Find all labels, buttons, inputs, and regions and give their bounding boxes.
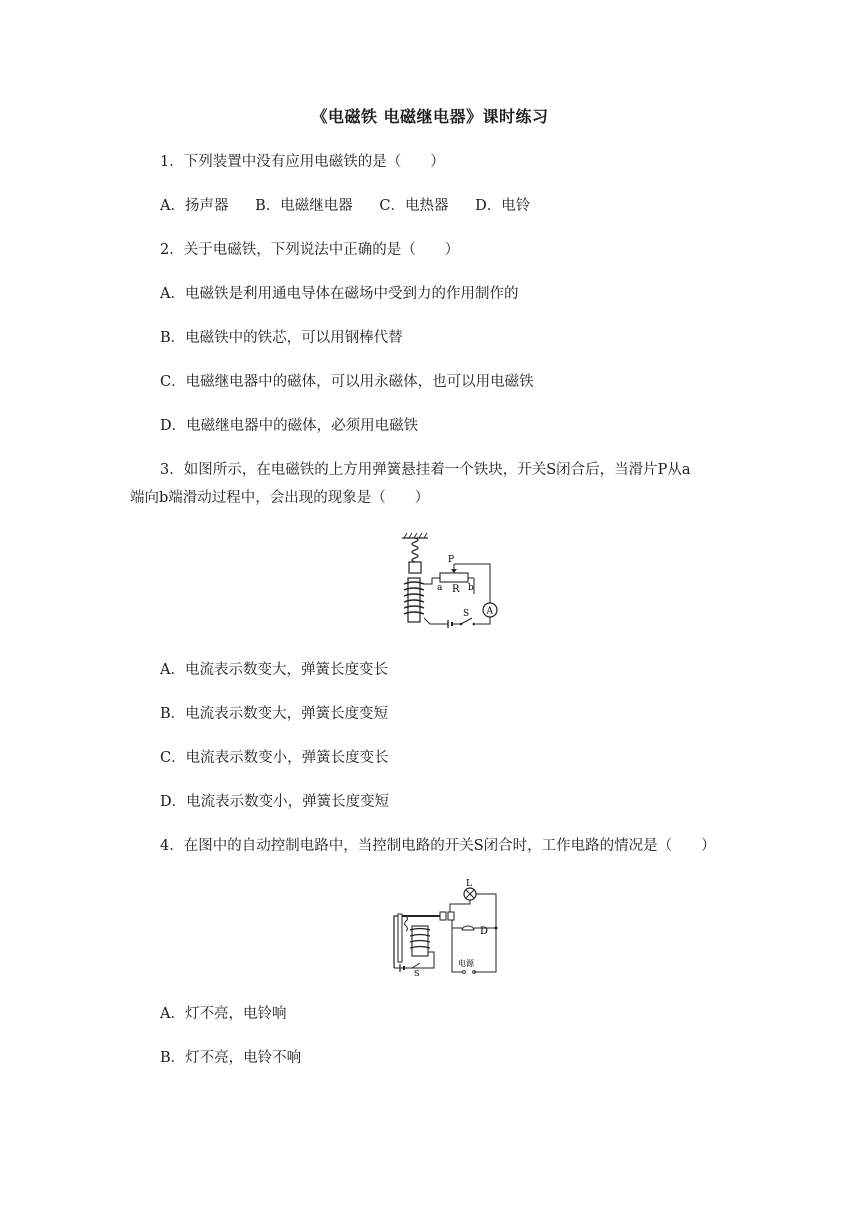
q4-label-power: 电源 [458,959,474,968]
question-4-relay-figure [386,876,502,976]
question-1-option-d: D．电铃 [475,198,531,214]
question-1-option-a: A．扬声器 [160,198,229,214]
q3-label-s: S [463,609,470,619]
question-1-option-b: B．电磁继电器 [255,198,353,214]
question-4-option-b: B．灯不亮，电铃不响 [160,1050,302,1066]
question-2-option-b: B．电磁铁中的铁芯，可以用钢棒代替 [160,330,403,346]
question-3-circuit-figure [390,532,500,632]
q4-label-lamp: L [466,879,472,889]
page-title: 《电磁铁 电磁继电器》课时练习 [311,107,549,126]
question-1-stem: 1．下列装置中没有应用电磁铁的是（ ） [160,154,445,170]
question-3-option-d: D．电流表示数变小，弹簧长度变短 [160,794,390,810]
q4-label-bell: D [480,926,489,937]
question-3-stem-line-2: 端向b端滑动过程中，会出现的现象是（ ） [130,490,430,506]
question-3-option-b: B．电流表示数变大，弹簧长度变短 [160,706,389,722]
q3-label-ammeter: A [486,606,493,617]
question-3-option-c: C．电流表示数变小，弹簧长度变长 [160,750,389,766]
question-4-option-a: A．灯不亮，电铃响 [160,1006,287,1022]
q3-label-r: R [452,584,460,595]
question-1-options [160,196,552,216]
question-2-option-c: C．电磁继电器中的磁体，可以用永磁体，也可以用电磁铁 [160,374,534,390]
q3-label-a: a [437,583,443,593]
question-4-stem: 4．在图中的自动控制电路中，当控制电路的开关S闭合时，工作电路的情况是（ ） [160,838,716,854]
question-2-option-d: D．电磁继电器中的磁体，必须用电磁铁 [160,418,419,434]
question-2-option-a: A．电磁铁是利用通电导体在磁场中受到力的作用制作的 [160,286,519,302]
question-1-option-c: C．电热器 [379,198,449,214]
question-2-stem: 2．关于电磁铁，下列说法中正确的是（ ） [160,242,460,258]
q4-label-switch: S [414,969,420,976]
question-3-stem-line-1: 3．如图所示，在电磁铁的上方用弹簧悬挂着一个铁块，开关S闭合后，当滑片P从a [160,462,691,478]
q3-label-b: b [468,583,474,593]
q3-label-p: P [448,555,455,565]
question-3-option-a: A．电流表示数变大，弹簧长度变长 [160,662,388,678]
